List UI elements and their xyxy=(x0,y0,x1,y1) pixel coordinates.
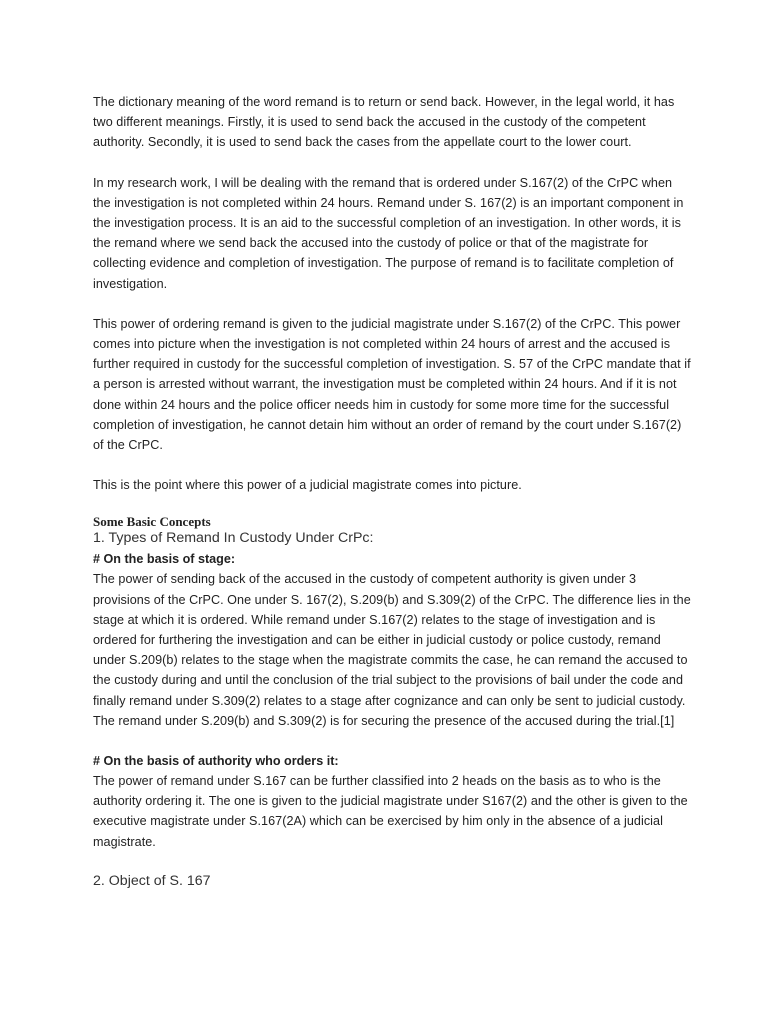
subheading-types-of-remand: 1. Types of Remand In Custody Under CrPc: xyxy=(93,530,374,547)
subheading-object-of-s167: 2. Object of S. 167 xyxy=(93,872,211,889)
intro-paragraph-2: In my research work, I will be dealing with the remand that is ordered under S.167(2) of the CrPC when the investigation is not completed within 24 hours. Remand under S. 167(2) is an important component in the investigation process. It is an aid to the successful completion of an investigation. In other words, it is the remand where we send back the accused into the custody of police or that of the magistrate for collecting evidence and completion of investigation. The purpose of remand is to facilitate completion of investigation. xyxy=(93,175,684,291)
section-heading: Some Basic Concepts xyxy=(93,514,211,530)
basis-stage-heading: # On the basis of stage: xyxy=(93,552,236,567)
basis-authority-heading: # On the basis of authority who orders it: xyxy=(93,754,339,769)
intro-paragraph-4: This is the point where this power of a judicial magistrate comes into picture. xyxy=(93,478,522,493)
intro-paragraph-1: The dictionary meaning of the word remand is to return or send back. However, in the legal world, it has two different meanings. Firstly, it is used to send back the accused in the custody of the competent authority. Secondly, it is used to send back the cases from the appellate court to the lower court. xyxy=(93,95,675,150)
basis-stage-paragraph: The power of sending back of the accused in the custody of competent authority is given under 3 provisions of the CrPC. One under S. 167(2), S.209(b) and S.309(2) of the CrPC. The difference lies in the stage at which it is ordered. While remand under S.167(2) relates to the stage of investigation and is ordered for furthering the investigation and can be either in judicial custody or police custody, remand under S.209(b) relates to the stage when the magistrate commits the case, he can remand the accused to the custody during and until the conclusion of the trial subject to the provisions of bail under the code and finally remand under S.309(2) relates to a stage after cognizance and can only be sent to judicial custody. The remand under S.209(b) and S.309(2) is for securing the presence of the accused during the trial.[1] xyxy=(93,572,691,728)
intro-paragraph-3: This power of ordering remand is given to the judicial magistrate under S.167(2) of the CrPC. This power comes into picture when the investigation is not completed within 24 hours of arrest and the accused is further required in custody for the successful completion of investigation. S. 57 of the CrPC mandate that if a person is arrested without warrant, the investigation must be completed within 24 hours. And if it is not done within 24 hours and the police officer needs him in custody for some more time for the successful completion of investigation, he cannot detain him without an order of remand by the court under S.167(2) of the CrPC. xyxy=(93,316,691,453)
document-body xyxy=(93,92,693,890)
basis-authority-paragraph: The power of remand under S.167 can be further classified into 2 heads on the basis as to who is the authority ordering it. The one is given to the judicial magistrate under S167(2) and the other is given to the executive magistrate under S.167(2A) which can be exercised by him only in the absence of a judicial magistrate. xyxy=(93,774,688,849)
